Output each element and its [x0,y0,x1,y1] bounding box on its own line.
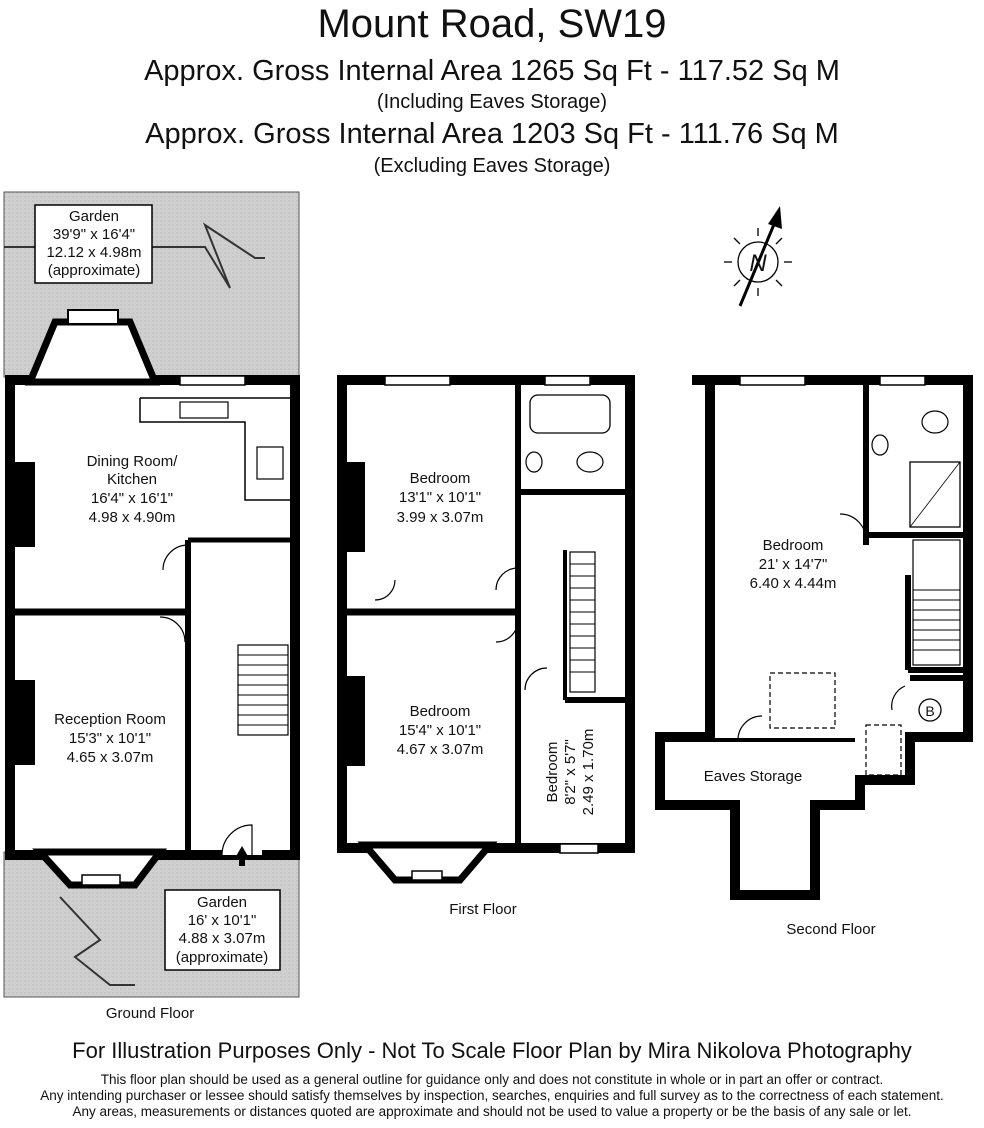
door-swing [160,617,185,642]
room-size-metric: 2.49 x 1.70m [580,728,597,816]
sink-unit [180,402,228,418]
door-swing [738,716,762,740]
room-size-note: (approximate) [47,262,141,279]
front-bay-glazing [82,875,120,885]
bedroom-1-label [397,470,484,526]
door-swing [496,620,518,642]
door-swing [163,545,188,570]
door-swing [375,580,395,600]
toilet [922,411,948,433]
rear-bay-window [30,322,155,382]
room-name: Bedroom [409,470,471,487]
room-size-imperial: 15'4" x 10'1" [398,722,482,739]
floor-label-first: First Floor [449,901,517,918]
door-swing [525,668,547,690]
window [880,376,925,385]
room-size-metric: 4.98 x 4.90m [88,509,176,526]
dining-kitchen-label [87,453,179,526]
room-size-imperial: 39'9" x 16'4" [52,226,136,243]
compass-letter: N [749,250,767,277]
loft-bedroom-label [750,537,837,592]
disclaimer-line: This floor plan should be used as a general outline for guidance only and does not constitute in whole or in part an offer or contract. [100,1072,884,1087]
reception-room-label [54,711,166,766]
floor-label-second: Second Floor [786,921,876,938]
room-size-imperial: 8'2" x 5'7" [562,739,579,805]
ground-floor-plan [4,192,299,1022]
room-name: Dining Room/ [86,453,178,470]
room-size-imperial: 13'1" x 10'1" [398,489,482,506]
bay-glazing [412,871,442,880]
first-floor-plan [342,376,630,918]
room-name: Reception Room [54,711,166,728]
room-size-imperial: 21' x 14'7" [758,556,828,573]
room-name: Garden [196,894,248,911]
hob-unit [257,447,283,479]
bedroom-3-label [544,729,597,816]
chimney-breast [347,676,365,766]
room-size-imperial: 15'3" x 10'1" [68,730,152,747]
room-name: Bedroom [544,741,561,803]
room-size-metric: 3.99 x 3.07m [396,509,484,526]
rear-garden-label [35,205,152,283]
second-floor-stairs [913,540,960,665]
roof-window [866,725,901,775]
floor-label-ground: Ground Floor [105,1005,195,1022]
room-name: Bedroom [762,537,824,554]
room-size-metric: 4.65 x 3.07m [66,749,154,766]
page-title: Mount Road, SW19 [317,2,667,46]
disclaimer-line: Any areas, measurements or distances quoted are approximate and should not be used to value a property or be the basis of any sale or let. [72,1104,912,1119]
room-size-imperial: 16' x 10'1" [187,912,257,929]
chimney-breast [347,462,365,552]
boiler-label: B [925,703,935,719]
rear-french-door [68,310,118,324]
window [560,844,598,853]
footer-credit: For Illustration Purposes Only - Not To Scale Floor Plan by Mira Nikolova Photography [72,1038,912,1063]
room-size-metric: 6.40 x 4.44m [749,575,837,592]
basin [872,435,888,455]
door-swing [840,514,866,540]
room-size-metric: 4.67 x 3.07m [396,741,484,758]
room-name-line2: Kitchen [106,471,158,488]
room-size-note: (approximate) [175,949,269,966]
ground-floor-walls [10,380,295,855]
window [180,376,245,385]
window [740,376,805,385]
window [385,376,450,385]
disclaimer-line: Any intending purchaser or lessee should satisfy themselves by inspection, searches, enquiries and full survey as to the correctness of each statement. [40,1088,944,1103]
compass-icon [724,206,792,306]
first-floor-stairs [570,552,595,692]
area-including-note: (Including Eaves Storage) [376,91,608,113]
window [545,376,590,385]
bedroom-2-label [397,703,484,758]
eaves-storage-label: Eaves Storage [703,768,803,785]
second-floor-plan [660,376,968,938]
bathtub [530,395,610,433]
room-name: Garden [68,208,120,225]
front-garden-label [165,890,280,970]
chimney-breast [15,680,35,765]
room-size-metric: 4.88 x 3.07m [178,930,266,947]
toilet [577,452,603,472]
room-size-imperial: 16'4" x 16'1" [90,490,174,507]
basin [526,452,542,472]
room-size-metric: 12.12 x 4.98m [46,244,142,261]
area-including-eaves: Approx. Gross Internal Area 1265 Sq Ft - 117.52 Sq M [144,55,840,87]
ground-floor-stairs [238,645,288,735]
area-excluding-eaves: Approx. Gross Internal Area 1203 Sq Ft - 111.76 Sq M [145,118,839,150]
north-arrowhead [768,206,782,229]
door-swing [892,686,905,710]
room-name: Bedroom [409,703,471,720]
door-swing [496,568,518,590]
roof-window [770,673,835,728]
chimney-breast [15,462,35,547]
area-excluding-note: (Excluding Eaves Storage) [373,155,611,177]
